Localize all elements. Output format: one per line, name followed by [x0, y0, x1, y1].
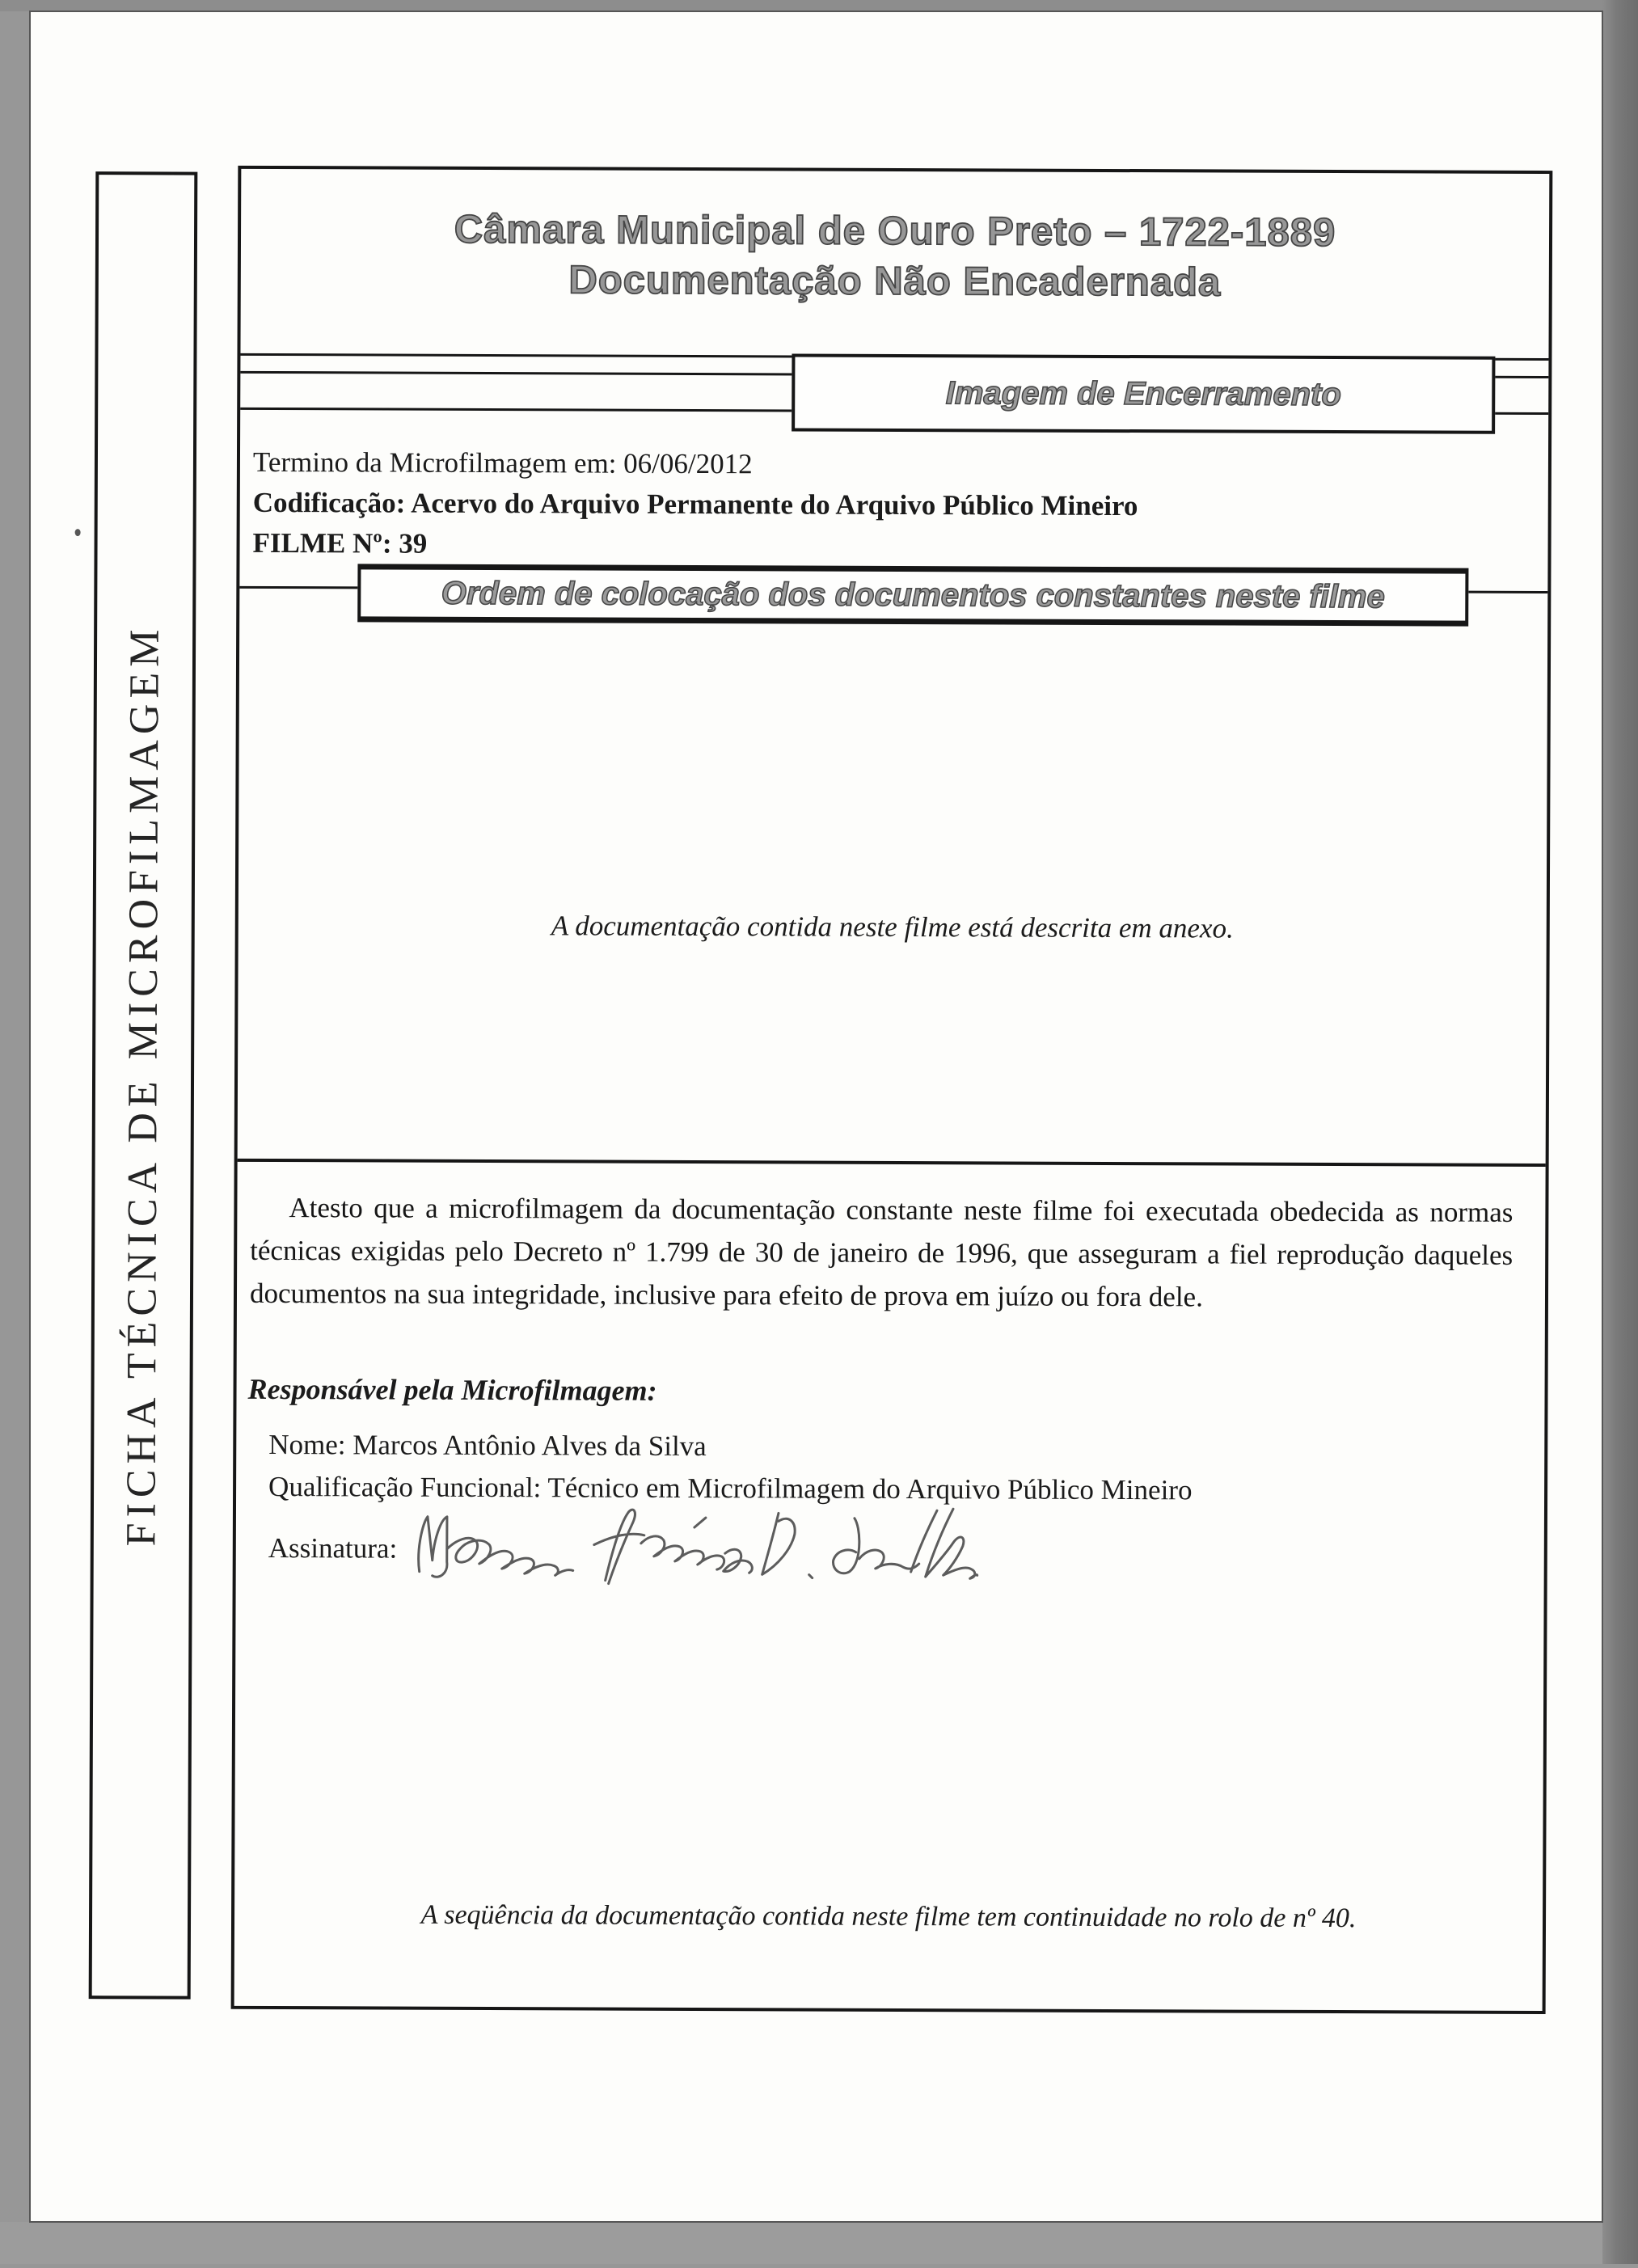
film-number-line: FILME Nº: 39: [252, 526, 428, 560]
sidebar-vertical-label: FICHA TÉCNICA DE MICROFILMAGEM: [118, 623, 168, 1547]
annex-note: A documentação contida neste filme está descrita em anexo.: [551, 910, 1234, 944]
closing-image-banner-label: Imagem de Encerramento: [945, 374, 1341, 412]
sidebar-title-box: [89, 171, 198, 1999]
termination-line: Termino da Microfilmagem em: 06/06/2012: [252, 446, 753, 480]
order-banner-line-left: [239, 586, 359, 589]
order-banner-line-right: [1468, 591, 1547, 593]
codification-line: Codificação: Acervo do Arquivo Permanente do Arquivo Público Mineiro: [252, 486, 1138, 522]
signature-stroke-silva: [911, 1509, 977, 1578]
main-form-box: [231, 166, 1553, 2014]
signature-stroke-da: [833, 1518, 918, 1573]
archive-title-line1: Câmara Municipal de Ouro Preto – 1722-1889: [454, 207, 1336, 256]
responsible-heading: Responsável pela Microfilmagem:: [247, 1372, 657, 1407]
scan-artifact-dot: [75, 529, 81, 536]
signature-stroke-antonio: [594, 1510, 753, 1584]
responsible-qualification-line: Qualificação Funcional: Técnico em Microfilmagem do Arquivo Público Mineiro: [268, 1470, 1193, 1506]
signature-label: Assinatura:: [268, 1531, 398, 1565]
attestation-paragraph: Atesto que a microfilmagem da documentação constante neste filme foi executada obedecida as normas técnicas exigidas pelo Decreto nº 1.799 de 30 de janeiro de 1996, que asseguram a fiel reprodução daqueles documentos na sua integridade, inclusive para efeito de prova em juízo ou fora dele.: [249, 1192, 1513, 1313]
document-order-banner-label: Ordem de colocação dos documentos constantes neste filme: [441, 575, 1385, 615]
archive-title-line2: Documentação Não Encadernada: [568, 258, 1222, 305]
responsible-name-line: Nome: Marcos Antônio Alves da Silva: [268, 1428, 707, 1463]
continuation-note: A seqüência da documentação contida neste filme tem continuidade no rolo de nº 40.: [420, 1899, 1357, 1934]
document-order-banner: [357, 564, 1468, 626]
closing-image-banner: [792, 353, 1495, 433]
film-info-block: [252, 442, 1138, 567]
signature-stroke-initial: [762, 1513, 813, 1577]
section-divider-line: [238, 1159, 1546, 1167]
signature-stroke-marcos: [419, 1517, 573, 1577]
handwritten-signature: [413, 1497, 979, 1600]
